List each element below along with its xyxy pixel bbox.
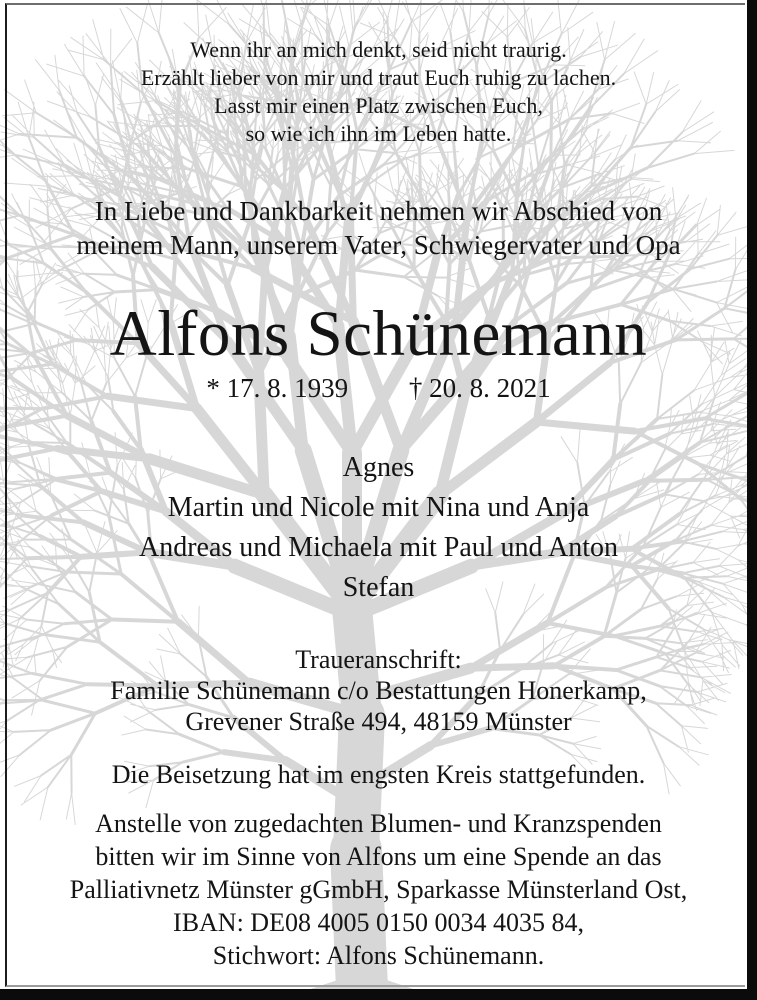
donation-line: IBAN: DE08 4005 0150 0034 4035 84, xyxy=(173,908,584,937)
mourning-address-line: Familie Schünemann c/o Bestattungen Honerkamp, xyxy=(110,676,647,705)
death-date: † 20. 8. 2021 xyxy=(408,373,551,403)
poem-line: so wie ich ihn im Leben hatte. xyxy=(245,121,512,146)
mourner-line: Martin und Nicole mit Nina und Anja xyxy=(167,492,590,523)
poem-line: Wenn ihr an mich denkt, seid nicht traurig. xyxy=(190,37,567,62)
deceased-name: Alfons Schünemann xyxy=(109,298,648,370)
life-dates xyxy=(0,372,757,404)
frame-shadow-bottom xyxy=(0,989,757,1000)
mourner-line: Stefan xyxy=(342,572,415,603)
donation-line: Palliativnetz Münster gGmbH, Sparkasse Münsterland Ost, xyxy=(69,875,688,904)
donation-request xyxy=(0,807,757,972)
mourning-address-line: Grevener Straße 494, 48159 Münster xyxy=(185,707,572,736)
farewell-intro xyxy=(0,194,757,262)
poem-line: Lasst mir einen Platz zwischen Euch, xyxy=(214,93,543,118)
intro-line: meinem Mann, unserem Vater, Schwiegervater und Opa xyxy=(76,230,681,260)
birth-date: * 17. 8. 1939 xyxy=(206,373,349,403)
poem-line: Erzählt lieber von mir und traut Euch ruhig zu lachen. xyxy=(140,65,617,90)
donation-line: bitten wir im Sinne von Alfons um eine Spende an das xyxy=(95,842,662,871)
donation-line: Stichwort: Alfons Schünemann. xyxy=(212,941,545,970)
mourning-address-label: Traueranschrift: xyxy=(295,645,462,674)
burial-note: Die Beisetzung hat im engsten Kreis stattgefunden. xyxy=(111,760,646,789)
donation-line: Anstelle von zugedachten Blumen- und Kranzspenden xyxy=(95,809,662,838)
mourner-line: Andreas und Michaela mit Paul und Anton xyxy=(138,532,619,563)
notice-content xyxy=(0,36,757,972)
memorial-poem xyxy=(0,36,757,148)
frame-shadow-right xyxy=(747,0,757,1000)
intro-line: In Liebe und Dankbarkeit nehmen wir Abschied von xyxy=(94,196,663,226)
mourning-address xyxy=(0,644,757,737)
mourners-list xyxy=(0,448,757,608)
mourner-line: Agnes xyxy=(342,452,415,483)
